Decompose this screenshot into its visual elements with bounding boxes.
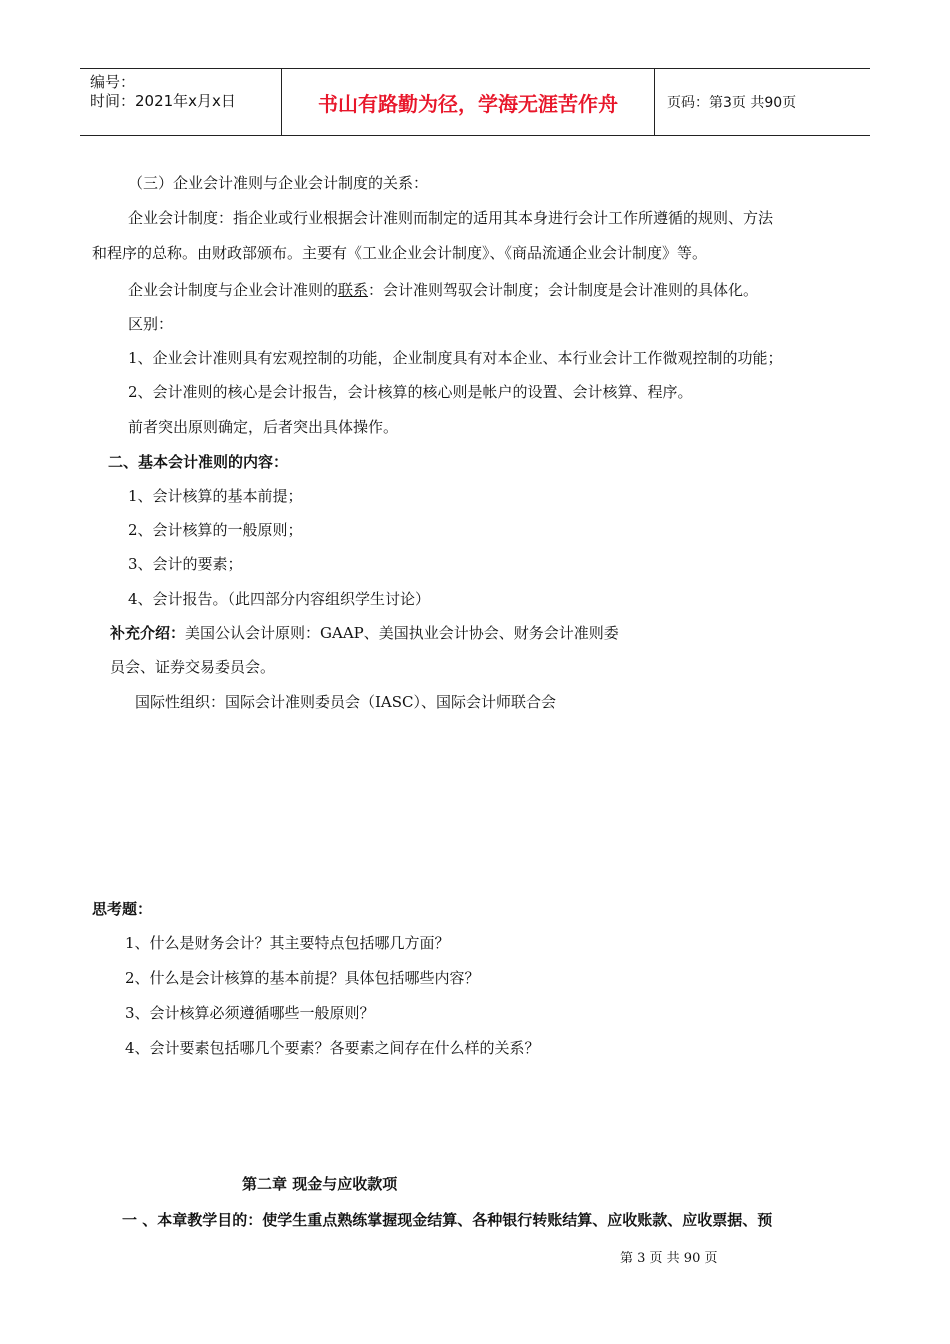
chapter-objective: 一 、本章教学目的：使学生重点熟练掌握现金结算、各种银行转账结算、应收账款、应收票据、预 [122,1211,773,1229]
supplement-text-2: 员会、证券交易委员会。 [110,658,276,676]
header-number: 编号： [90,73,136,91]
content-item-2: 2、会计核算的一般原则； [128,521,303,539]
chapter-title: 第二章 现金与应收款项 [242,1175,398,1193]
header-date: 时间：2021年x月x日 [90,92,236,110]
header-meta [80,69,282,135]
header-motto: 书山有路勤为径，学海无涯苦作舟 [282,69,655,135]
system-definition-line-2: 和程序的总称。由财政部颁布。主要有《工业企业会计制度》、《商品流通企业会计制度》等。 [92,244,708,262]
supplement-text-1: 美国公认会计原则：GAAP、美国执业会计协会、财务会计准则委 [185,624,619,642]
content-item-4: 4、会计报告。（此四部分内容组织学生讨论） [128,590,431,608]
section-3-title: （三）企业会计准则与企业会计制度的关系： [128,174,429,192]
difference-item-1: 1、企业会计准则具有宏观控制的功能，企业制度具有对本企业、本行业会计工作微观控制的功能； [128,349,783,367]
relation-link: 联系 [338,281,369,299]
content-item-3: 3、会计的要素； [128,555,243,573]
system-definition-line-1: 企业会计制度：指企业或行业根据会计准则而制定的适用其本身进行会计工作所遵循的规则、方法 [128,209,774,227]
international-orgs: 国际性组织：国际会计准则委员会（IASC）、国际会计师联合会 [135,693,557,711]
relation-prefix: 企业会计制度与企业会计准则的 [128,281,339,299]
questions-title: 思考题： [92,900,153,918]
page-footer: 第 3 页 共 90 页 [620,1251,718,1266]
supplement-label: 补充介绍： [110,624,186,642]
content-item-1: 1、会计核算的基本前提； [128,487,303,505]
question-1: 1、什么是财务会计？其主要特点包括哪几方面？ [125,934,450,952]
relation-paragraph [128,279,758,300]
relation-suffix: ：会计准则驾驭会计制度；会计制度是会计准则的具体化。 [368,281,759,299]
question-3: 3、会计核算必须遵循哪些一般原则？ [125,1004,375,1022]
question-2: 2、什么是会计核算的基本前提？具体包括哪些内容？ [125,969,480,987]
supplement-paragraph [110,622,619,643]
page-header [80,68,870,136]
section-2-title: 二、基本会计准则的内容： [108,453,289,471]
difference-item-2: 2、会计准则的核心是会计报告，会计核算的核心则是帐户的设置、会计核算、程序。 [128,383,693,401]
header-page-info: 页码：第3页 共90页 [667,95,797,111]
question-4: 4、会计要素包括哪几个要素？各要素之间存在什么样的关系？ [125,1039,540,1057]
difference-label: 区别： [128,315,174,333]
difference-summary: 前者突出原则确定，后者突出具体操作。 [128,418,399,436]
